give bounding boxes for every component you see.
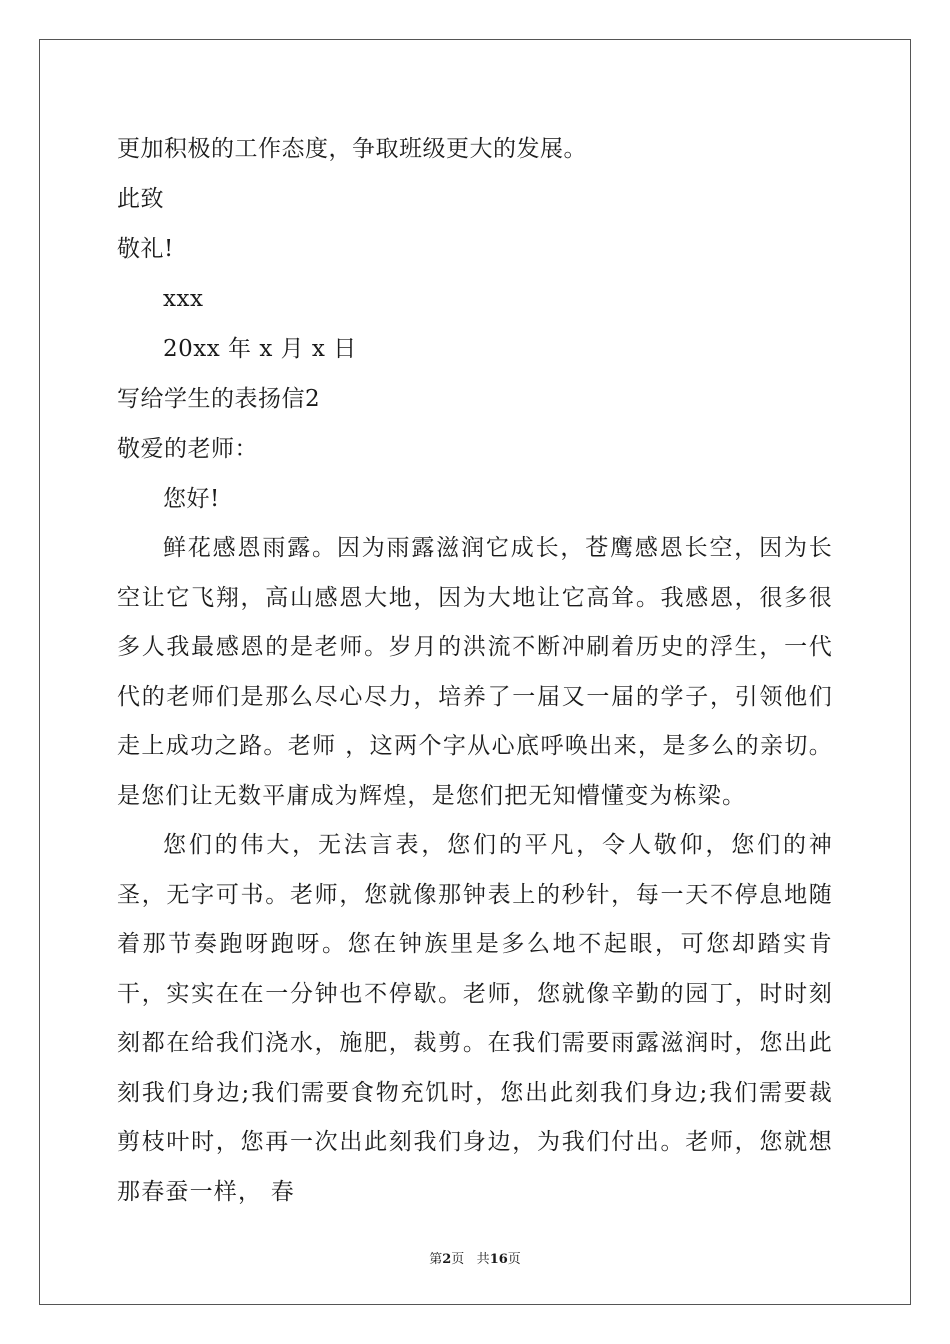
page-footer (0, 1248, 950, 1267)
total-label-prefix: 共 (476, 1252, 490, 1267)
signature: xxx (163, 286, 204, 312)
page-label-prefix: 第 (429, 1252, 443, 1267)
recipient-line: 敬爱的老师： (117, 436, 258, 462)
closing-salutation-1: 此致 (117, 186, 164, 212)
greeting-line: 您好! (163, 486, 220, 512)
total-pages: 16 (489, 1252, 508, 1267)
closing-salutation-2: 敬礼! (117, 236, 174, 262)
body-paragraph-1: 鲜花感恩雨露。因为雨露滋润它成长，苍鹰感恩长空，因为长空让它飞翔，高山感恩大地，因为大地让它高耸。我感恩，很多很多人我最感恩的是老师。岁月的洪流不断冲刷着历史的浮生，一代代的老师们是那么尽心尽力，培养了一届又一届的学子，引领他们走上成功之路。老师 ，这两个字从心底呼唤出来，是多么的亲切。是您们让无数平庸成为辉煌，是您们把无知懵懂变为栋梁。 (117, 535, 833, 809)
continuation-line: 更加积极的工作态度，争取班级更大的发展。 (117, 136, 587, 162)
section-heading: 写给学生的表扬信2 (117, 386, 321, 412)
letter-date: 20xx 年 x 月 x 日 (163, 336, 357, 362)
total-label-suffix: 页 (507, 1252, 521, 1267)
page-number: 2 (442, 1252, 452, 1267)
page-label-suffix: 页 (451, 1252, 465, 1267)
document-body (117, 124, 833, 1217)
body-paragraph-2: 您们的伟大，无法言表，您们的平凡，令人敬仰，您们的神圣，无字可书。老师，您就像那钟表上的秒针，每一天不停息地随着那节奏跑呀跑呀。您在钟族里是多么地不起眼，可您却踏实肯干，实实在在一分钟也不停歇。老师，您就像辛勤的园丁，时时刻刻都在给我们浇水，施肥，裁剪。在我们需要雨露滋润时，您出此刻我们身边;我们需要食物充饥时，您出此刻我们身边;我们需要裁剪枝叶时，您再一次出此刻我们身边，为我们付出。老师，您就想那春蚕一样， 春 (117, 832, 833, 1205)
